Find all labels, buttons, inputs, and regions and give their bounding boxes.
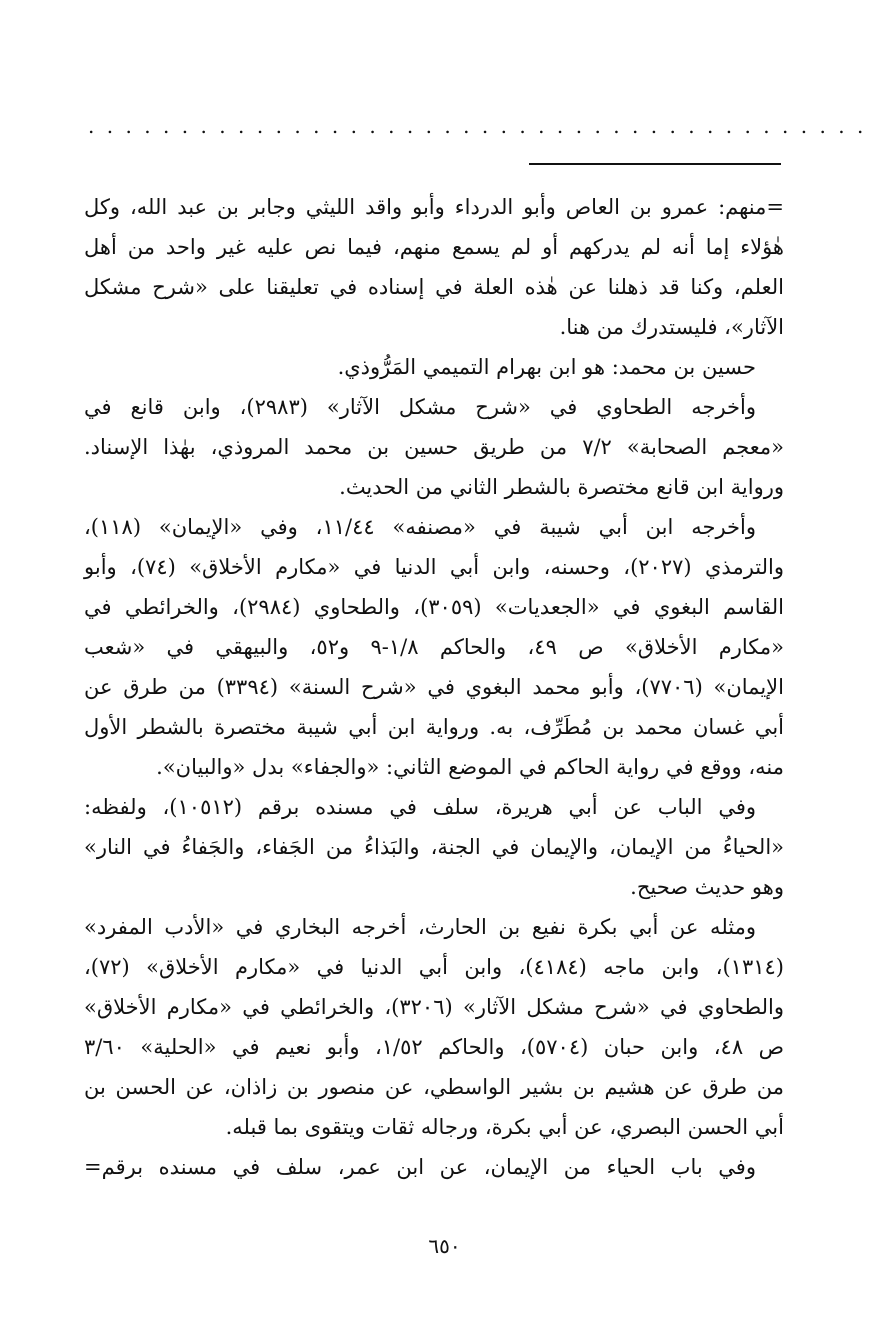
text-line: =منهم: عمرو بن العاص وأبو الدرداء وأبو واقد الليثي وجابر بن عبد الله، وكل xyxy=(84,195,784,219)
text-line: والطحاوي في «شرح مشكل الآثار» (٣٢٠٦)، والخرائطي في «مكارم الأخلاق» xyxy=(84,995,785,1019)
text-line: ص ٤٨، وابن حبان (٥٧٠٤)، والحاكم ١/٥٢، وأبو نعيم في «الحلية» ٣/٦٠ xyxy=(84,1035,785,1059)
text-line: وأخرجه ابن أبي شيبة في «مصنفه» ١١/٤٤، وفي «الإيمان» (١١٨)، xyxy=(84,515,756,539)
text-line: (١٣١٤)، وابن ماجه (٤١٨٤)، وابن أبي الدنيا في «مكارم الأخلاق» (٧٢)، xyxy=(84,955,784,979)
text-line: «مكارم الأخلاق» ص ٤٩، والحاكم ١/٨-٩ و٥٢، والبيهقي في «شعب xyxy=(84,635,784,659)
text-line: وهو حديث صحيح. xyxy=(630,875,784,899)
text-line: والترمذي (٢٠٢٧)، وحسنه، وابن أبي الدنيا في «مكارم الأخلاق» (٧٤)، وأبو xyxy=(84,555,784,579)
text-line: منه، ووقع في رواية الحاكم في الموضع الثاني: «والجفاء» بدل «والبيان». xyxy=(156,755,784,779)
text-line: وفي الباب عن أبي هريرة، سلف في مسنده برقم (١٠٥١٢)، ولفظه: xyxy=(84,795,756,819)
text-line: حسين بن محمد: هو ابن بهرام التميمي المَرُّوذي. xyxy=(337,355,756,379)
text-line: «معجم الصحابة» ٧/٢ من طريق حسين بن محمد المروذي، بهٰذا الإسناد. xyxy=(84,435,784,459)
text-line: الآثار»، فليستدرك من هنا. xyxy=(559,315,784,339)
text-line: القاسم البغوي في «الجعديات» (٣٠٥٩)، والطحاوي (٢٩٨٤)، والخرائطي في xyxy=(84,595,784,619)
text-line: «الحياءُ من الإيمان، والإيمان في الجنة، والبَذاءُ من الجَفاء، والجَفاءُ في النار» xyxy=(84,835,784,859)
text-line: الإيمان» (٧٧٠٦)، وأبو محمد البغوي في «شرح السنة» (٣٣٩٤) من طرق عن xyxy=(84,675,784,699)
text-line: أبي الحسن البصري، عن أبي بكرة، ورجاله ثقات ويتقوى بما قبله. xyxy=(225,1115,784,1139)
text-line: أبي غسان محمد بن مُطَرِّف، به. ورواية ابن أبي شيبة مختصرة بالشطر الأول xyxy=(84,715,784,739)
footnotes-block xyxy=(84,187,784,1187)
text-line: ومثله عن أبي بكرة نفيع بن الحارث، أخرجه البخاري في «الأدب المفرد» xyxy=(84,915,756,939)
text-line: العلم، وكنا قد ذهلنا عن هٰذه العلة في إسناده في تعليقنا على «شرح مشكل xyxy=(84,275,784,299)
text-line: هٰؤلاء إما أنه لم يدركهم أو لم يسمع منهم، فيما نص عليه غير واحد من أهل xyxy=(84,235,784,259)
separator-dots: .......................................... xyxy=(88,114,876,138)
text-line: من طرق عن هشيم بن بشير الواسطي، عن منصور بن زاذان، عن الحسن بن xyxy=(84,1075,784,1099)
text-line: وأخرجه الطحاوي في «شرح مشكل الآثار» (٢٩٨٣)، وابن قانع في xyxy=(84,395,756,419)
text-line: ورواية ابن قانع مختصرة بالشطر الثاني من الحديث. xyxy=(339,475,784,499)
page-number: ٦٥٠ xyxy=(428,1234,461,1258)
text-line: وفي باب الحياء من الإيمان، عن ابن عمر، سلف في مسنده برقم= xyxy=(84,1155,756,1179)
footnote-rule xyxy=(529,163,781,165)
